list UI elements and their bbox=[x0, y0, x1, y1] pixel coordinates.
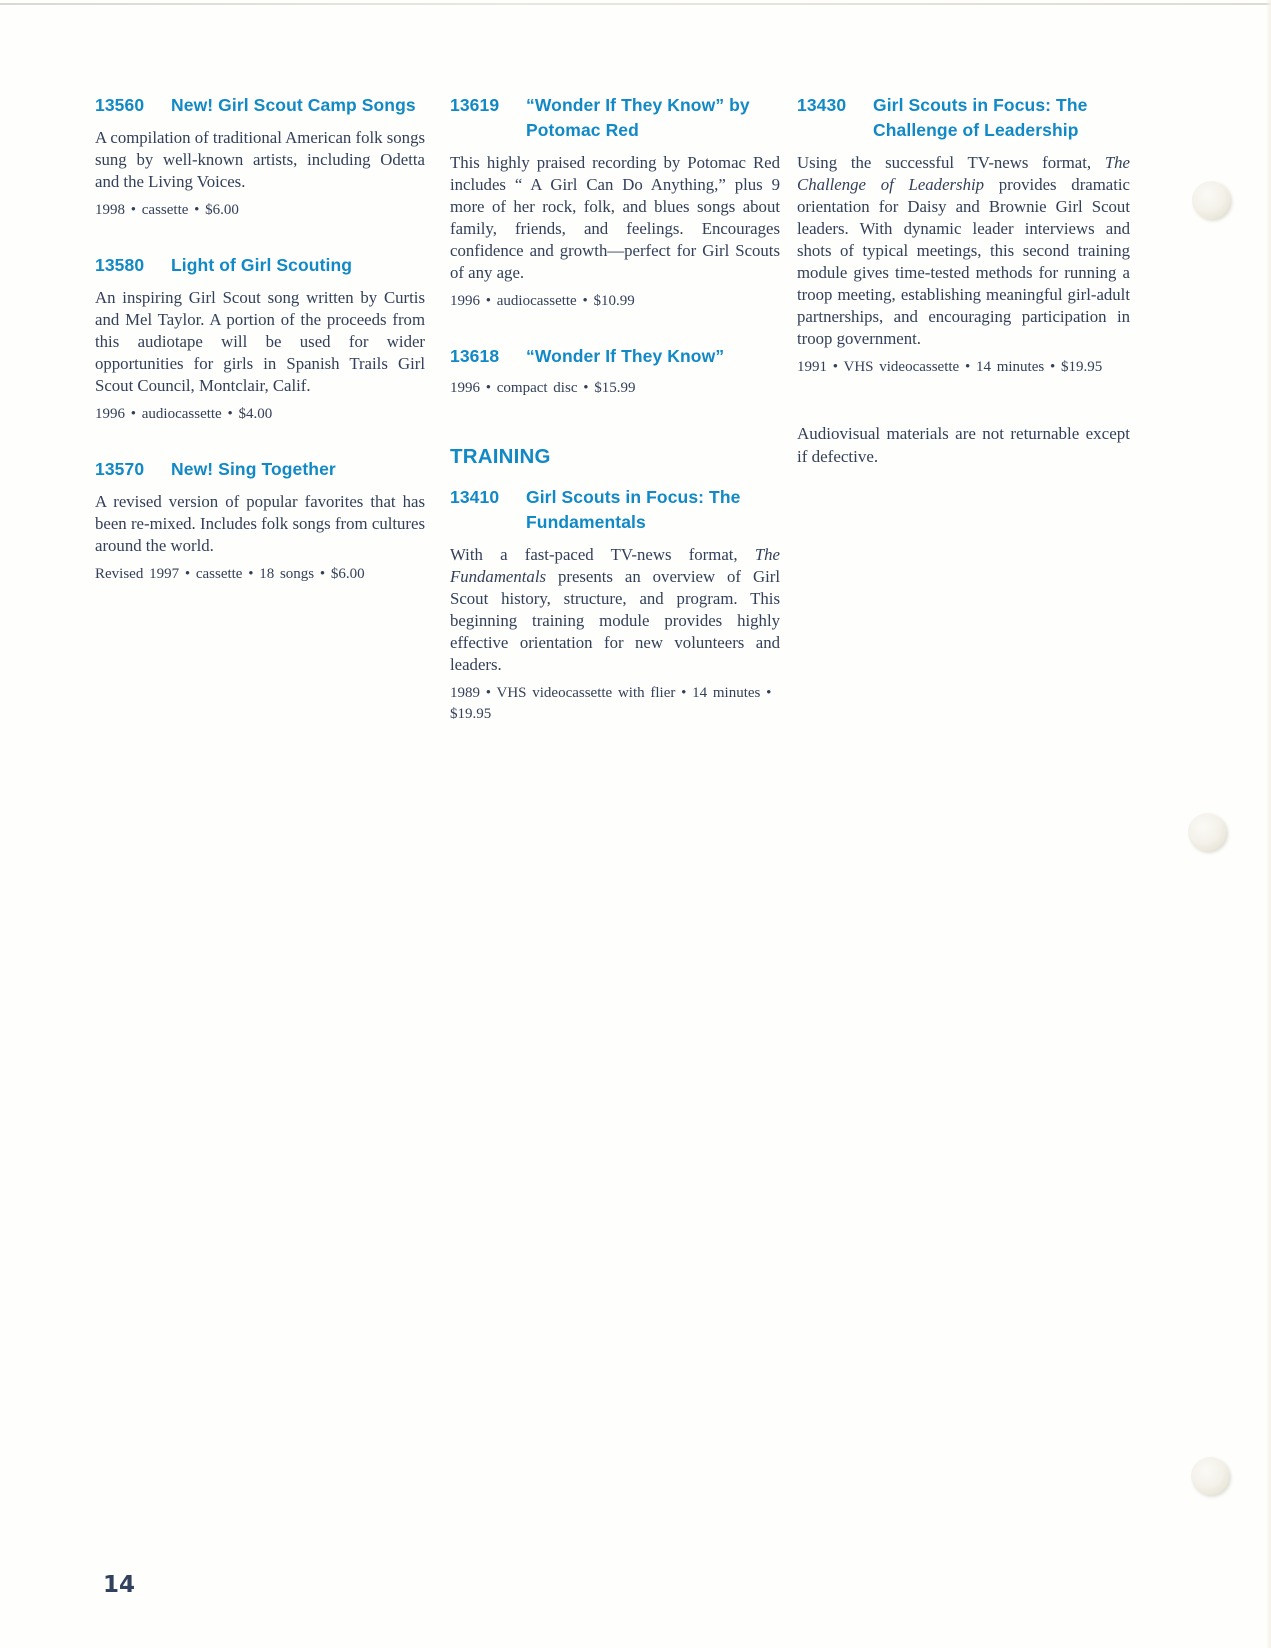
item-description: An inspiring Girl Scout song written by Curtis and Mel Taylor. A portion of the proceeds from this audiotape will be used for wider opportunities for girls in Spanish Trails Girl Scout Council, Montclair, Calif. bbox=[95, 288, 425, 395]
item-heading bbox=[95, 253, 425, 278]
item-meta: 1996 • compact disc • $15.99 bbox=[450, 380, 636, 396]
catalog-item-13560 bbox=[95, 93, 425, 221]
scan-top-edge bbox=[0, 3, 1271, 5]
column-middle bbox=[450, 93, 780, 757]
catalog-item-13410 bbox=[450, 485, 780, 725]
description-italic-title: The Challenge of Leadership bbox=[797, 153, 1130, 194]
punch-hole bbox=[1192, 181, 1230, 219]
punch-hole bbox=[1191, 1457, 1229, 1495]
item-code: 13430 bbox=[797, 95, 847, 115]
item-title: “Wonder If They Know” by Potomac Red bbox=[526, 95, 750, 140]
catalog-item-13580 bbox=[95, 253, 425, 425]
item-meta: 1996 • audiocassette • $10.99 bbox=[450, 293, 635, 309]
item-code: 13570 bbox=[95, 459, 145, 479]
item-code: 13410 bbox=[450, 487, 500, 507]
item-code: 13560 bbox=[95, 95, 145, 115]
scan-right-edge bbox=[1266, 0, 1271, 1648]
item-code: 13580 bbox=[95, 255, 145, 275]
page-number: 14 bbox=[103, 1572, 136, 1598]
item-title: New! Girl Scout Camp Songs bbox=[171, 95, 416, 115]
item-heading bbox=[95, 93, 425, 118]
item-description bbox=[450, 544, 780, 676]
item-title: Light of Girl Scouting bbox=[171, 255, 353, 275]
column-left bbox=[95, 93, 425, 757]
item-code: 13619 bbox=[450, 95, 500, 115]
item-meta: 1998 • cassette • $6.00 bbox=[95, 202, 239, 218]
item-meta: 1991 • VHS videocassette • 14 minutes • $19.95 bbox=[797, 359, 1103, 375]
item-description: A compilation of traditional American folk songs sung by well-known artists, including Odetta and the Living Voices. bbox=[95, 128, 425, 191]
item-heading bbox=[797, 93, 1130, 143]
item-heading bbox=[95, 457, 425, 482]
catalog-item-13618 bbox=[450, 344, 780, 399]
section-heading-training: TRAINING bbox=[450, 445, 551, 468]
punch-hole bbox=[1188, 813, 1226, 851]
catalog-item-13619 bbox=[450, 93, 780, 312]
item-heading bbox=[450, 344, 780, 369]
catalog-page-content bbox=[95, 93, 1130, 757]
description-text: With a fast-paced TV-news format, bbox=[450, 545, 755, 564]
description-text: presents an overview of Girl Scout history, structure, and program. This beginning training module provides highly effective orientation for new volunteers and leaders. bbox=[450, 567, 780, 674]
item-code: 13618 bbox=[450, 346, 500, 366]
catalog-item-13430 bbox=[797, 93, 1130, 378]
item-title: New! Sing Together bbox=[171, 459, 336, 479]
item-meta: 1996 • audiocassette • $4.00 bbox=[95, 406, 273, 422]
description-text: provides dramatic orientation for Daisy and Brownie Girl Scout leaders. With dynamic leader interviews and shots of typical meetings, this second training module gives time-tested methods for running a troop meeting, establishing meaningful girl-adult partnerships, and encouraging participation in troop government. bbox=[797, 175, 1131, 348]
item-title: Girl Scouts in Focus: The Challenge of Leadership bbox=[873, 95, 1088, 140]
item-description: A revised version of popular favorites that has been re-mixed. Includes folk songs from cultures around the world. bbox=[95, 492, 425, 555]
item-title: Girl Scouts in Focus: The Fundamentals bbox=[526, 487, 741, 532]
item-meta: Revised 1997 • cassette • 18 songs • $6.00 bbox=[95, 566, 365, 582]
description-italic-title: The Fundamentals bbox=[450, 545, 780, 586]
description-text: Using the successful TV-news format, bbox=[797, 153, 1105, 172]
column-right bbox=[797, 93, 1130, 757]
item-heading bbox=[450, 485, 780, 535]
item-description bbox=[797, 152, 1130, 350]
item-title: “Wonder If They Know” bbox=[526, 346, 725, 366]
item-description: This highly praised recording by Potomac Red includes “ A Girl Can Do Anything,” plus 9 more of her rock, folk, and blues songs about family, friends, and feelings. Encourages confidence and growth—perfect for Girl Scouts of any age. bbox=[450, 153, 780, 282]
item-heading bbox=[450, 93, 780, 143]
returns-note: Audiovisual materials are not returnable except if defective. bbox=[797, 424, 1130, 466]
catalog-item-13570 bbox=[95, 457, 425, 585]
item-meta: 1989 • VHS videocassette with flier • 14 minutes • $19.95 bbox=[450, 685, 772, 722]
